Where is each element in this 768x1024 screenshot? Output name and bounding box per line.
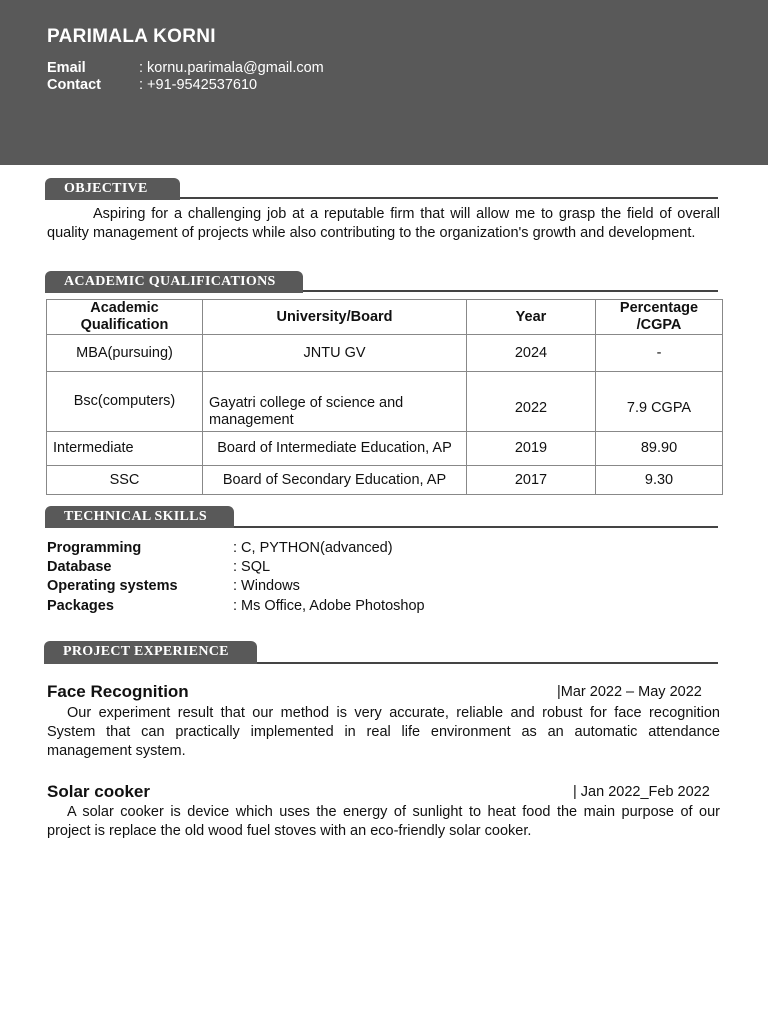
email-label: Email: [47, 60, 86, 76]
table-cell: Gayatri college of science and management: [203, 372, 467, 432]
table-cell: 7.9 CGPA: [596, 372, 723, 432]
projects-divider: [257, 662, 718, 664]
table-cell: Board of Intermediate Education, AP: [203, 432, 467, 466]
skill-value: : Ms Office, Adobe Photoshop: [233, 598, 425, 614]
table-cell: 2024: [467, 335, 596, 372]
academics-table: [46, 299, 723, 495]
contact-row: [47, 77, 257, 93]
table-cell: 2022: [467, 372, 596, 432]
email-value: : kornu.parimala@gmail.com: [139, 60, 324, 76]
table-cell: 2019: [467, 432, 596, 466]
table-cell: JNTU GV: [203, 335, 467, 372]
table-header-row: [47, 300, 723, 335]
skill-value: : Windows: [233, 578, 300, 594]
column-header: Year: [467, 300, 596, 335]
candidate-name: PARIMALA KORNI: [47, 26, 216, 47]
table-row: [47, 335, 723, 372]
academics-divider: [303, 290, 718, 292]
column-header: Academic Qualification: [47, 300, 203, 335]
skill-label: Database: [47, 559, 112, 575]
table-cell: 9.30: [596, 466, 723, 495]
skill-value: : C, PYTHON(advanced): [233, 540, 393, 556]
projects-heading: PROJECT EXPERIENCE: [44, 641, 257, 664]
skill-label: Programming: [47, 540, 142, 556]
project-description: Our experiment result that our method is very accurate, reliable and robust for face recognition System that can practically implemented in real life environment as an automatic attendance management system.: [47, 705, 720, 759]
skills-heading: TECHNICAL SKILLS: [45, 506, 234, 528]
column-header: Percentage /CGPA: [596, 300, 723, 335]
email-row: [47, 60, 324, 76]
contact-label: Contact: [47, 77, 101, 93]
table-row: [47, 466, 723, 495]
resume-header: [0, 0, 768, 165]
skill-label: Operating systems: [47, 578, 178, 594]
table-cell: Board of Secondary Education, AP: [203, 466, 467, 495]
table-cell: -: [596, 335, 723, 372]
project-title: Face Recognition: [47, 682, 189, 701]
table-cell: Intermediate: [47, 432, 203, 466]
objective-text: Aspiring for a challenging job at a reputable firm that will allow me to grasp the field of overall quality management of projects while also contributing to the organization's growth and development.: [47, 206, 720, 241]
skill-value: : SQL: [233, 559, 271, 575]
table-cell: 2017: [467, 466, 596, 495]
table-cell: SSC: [47, 466, 203, 495]
table-cell: 89.90: [596, 432, 723, 466]
objective-heading: OBJECTIVE: [45, 178, 180, 200]
contact-value: : +91-9542537610: [139, 77, 258, 93]
column-header: University/Board: [203, 300, 467, 335]
project-title: Solar cooker: [47, 782, 150, 801]
skill-label: Packages: [47, 598, 114, 614]
table-row: [47, 372, 723, 432]
academics-heading: ACADEMIC QUALIFICATIONS: [45, 271, 303, 293]
table-cell: Bsc(computers): [47, 372, 203, 432]
project-date: | Jan 2022_Feb 2022: [573, 784, 710, 800]
project-description: A solar cooker is device which uses the energy of sunlight to heat food the main purpose of our project is replace the old wood fuel stoves with an eco-friendly solar cooker.: [47, 804, 720, 839]
objective-divider: [180, 197, 718, 199]
table-row: [47, 432, 723, 466]
table-cell: MBA(pursuing): [47, 335, 203, 372]
project-date: |Mar 2022 – May 2022: [557, 684, 702, 700]
skills-divider: [234, 526, 718, 528]
